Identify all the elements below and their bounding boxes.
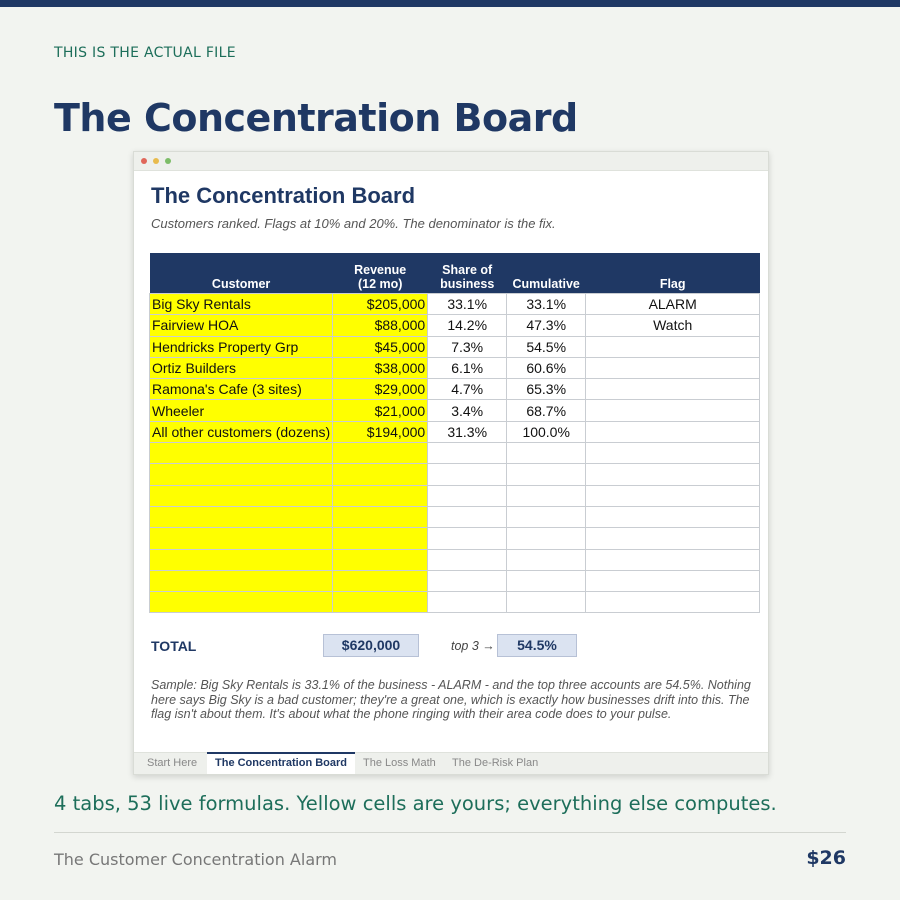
flag-cell: ALARM — [586, 294, 760, 315]
flag-cell — [586, 506, 760, 527]
customer-cell[interactable] — [150, 570, 333, 591]
table-row — [150, 592, 760, 613]
cumulative-cell: 47.3% — [507, 315, 586, 336]
revenue-cell[interactable] — [333, 506, 428, 527]
revenue-cell[interactable]: $45,000 — [333, 336, 428, 357]
share-cell — [428, 485, 507, 506]
revenue-cell[interactable] — [333, 485, 428, 506]
cumulative-cell — [507, 443, 586, 464]
flag-cell — [586, 336, 760, 357]
table-row — [150, 294, 760, 315]
table-row — [150, 315, 760, 336]
eyebrow-label: THIS IS THE ACTUAL FILE — [54, 45, 236, 61]
sheet-tab-bar — [134, 752, 768, 774]
customer-cell[interactable] — [150, 592, 333, 613]
share-cell: 4.7% — [428, 379, 507, 400]
customer-cell[interactable]: Ramona's Cafe (3 sites) — [150, 379, 333, 400]
table-row — [150, 528, 760, 549]
close-window-dot[interactable] — [141, 158, 147, 164]
flag-cell — [586, 443, 760, 464]
cumulative-cell — [507, 464, 586, 485]
flag-cell — [586, 570, 760, 591]
header-share: Share of business — [428, 253, 507, 294]
table-row — [150, 357, 760, 378]
flag-cell — [586, 592, 760, 613]
customer-cell[interactable]: All other customers (dozens) — [150, 421, 333, 442]
customer-cell[interactable] — [150, 506, 333, 527]
window-titlebar — [134, 152, 768, 171]
customer-cell[interactable] — [150, 443, 333, 464]
customer-cell[interactable]: Fairview HOA — [150, 315, 333, 336]
sheet-subtitle: Customers ranked. Flags at 10% and 20%. The denominator is the fix. — [151, 216, 556, 231]
tab-concentration-board[interactable]: The Concentration Board — [207, 752, 355, 774]
flag-cell — [586, 464, 760, 485]
revenue-cell[interactable]: $21,000 — [333, 400, 428, 421]
revenue-cell[interactable] — [333, 464, 428, 485]
customer-cell[interactable] — [150, 485, 333, 506]
cumulative-cell: 65.3% — [507, 379, 586, 400]
total-label: TOTAL — [151, 638, 197, 654]
feature-caption: 4 tabs, 53 live formulas. Yellow cells are yours; everything else computes. — [54, 792, 777, 815]
revenue-cell[interactable] — [333, 443, 428, 464]
cumulative-cell — [507, 570, 586, 591]
share-cell: 6.1% — [428, 357, 507, 378]
top3-label: top 3 → — [451, 639, 495, 653]
flag-cell — [586, 485, 760, 506]
cumulative-cell — [507, 528, 586, 549]
share-cell — [428, 464, 507, 485]
cumulative-cell — [507, 485, 586, 506]
share-cell — [428, 570, 507, 591]
top-accent-bar — [0, 0, 900, 7]
flag-cell — [586, 421, 760, 442]
flag-cell — [586, 528, 760, 549]
share-cell — [428, 506, 507, 527]
product-name: The Customer Concentration Alarm — [54, 850, 337, 869]
customer-cell[interactable]: Hendricks Property Grp — [150, 336, 333, 357]
revenue-cell[interactable]: $88,000 — [333, 315, 428, 336]
share-cell: 14.2% — [428, 315, 507, 336]
spreadsheet-window — [133, 151, 769, 775]
header-flag: Flag — [586, 253, 760, 294]
cumulative-cell: 54.5% — [507, 336, 586, 357]
share-cell: 31.3% — [428, 421, 507, 442]
table-row — [150, 570, 760, 591]
table-row — [150, 379, 760, 400]
price-label: $26 — [806, 847, 846, 869]
header-customer: Customer — [150, 253, 333, 294]
share-cell: 3.4% — [428, 400, 507, 421]
table-row — [150, 549, 760, 570]
table-row — [150, 336, 760, 357]
tab-de-risk-plan[interactable]: The De-Risk Plan — [452, 757, 539, 769]
flag-cell — [586, 400, 760, 421]
customer-cell[interactable] — [150, 464, 333, 485]
customer-cell[interactable]: Wheeler — [150, 400, 333, 421]
maximize-window-dot[interactable] — [165, 158, 171, 164]
revenue-cell[interactable]: $29,000 — [333, 379, 428, 400]
header-cumulative: Cumulative — [507, 253, 586, 294]
revenue-cell[interactable] — [333, 570, 428, 591]
cumulative-cell: 100.0% — [507, 421, 586, 442]
table-row — [150, 443, 760, 464]
customer-cell[interactable]: Ortiz Builders — [150, 357, 333, 378]
share-cell — [428, 443, 507, 464]
share-cell — [428, 528, 507, 549]
share-cell: 7.3% — [428, 336, 507, 357]
flag-cell — [586, 549, 760, 570]
cumulative-cell — [507, 549, 586, 570]
revenue-cell[interactable]: $194,000 — [333, 421, 428, 442]
table-row — [150, 464, 760, 485]
sheet-title: The Concentration Board — [151, 183, 416, 208]
customer-cell[interactable] — [150, 549, 333, 570]
flag-cell — [586, 357, 760, 378]
total-revenue-cell[interactable]: $620,000 — [323, 634, 419, 657]
cumulative-cell: 33.1% — [507, 294, 586, 315]
revenue-cell[interactable] — [333, 549, 428, 570]
cumulative-cell: 60.6% — [507, 357, 586, 378]
flag-cell — [586, 379, 760, 400]
flag-cell: Watch — [586, 315, 760, 336]
concentration-table — [149, 253, 760, 613]
minimize-window-dot[interactable] — [153, 158, 159, 164]
cumulative-cell: 68.7% — [507, 400, 586, 421]
sample-note: Sample: Big Sky Rentals is 33.1% of the business - ALARM - and the top three accounts are 54.5%. Nothing here says Big Sky is a bad customer; they're a great one, which is exactly how businesses drift into this. The flag isn't about them. It's about what the phone ringing with their area code does to your pulse. — [151, 678, 751, 721]
page-headline: The Concentration Board — [54, 96, 578, 140]
customer-cell[interactable]: Big Sky Rentals — [150, 294, 333, 315]
share-cell — [428, 549, 507, 570]
revenue-cell[interactable] — [333, 592, 428, 613]
table-row — [150, 506, 760, 527]
header-revenue: Revenue (12 mo) — [333, 253, 428, 294]
table-row — [150, 485, 760, 506]
table-row — [150, 421, 760, 442]
revenue-cell[interactable]: $205,000 — [333, 294, 428, 315]
cumulative-cell — [507, 506, 586, 527]
tab-start-here[interactable]: Start Here — [147, 757, 198, 769]
footer-divider — [54, 832, 846, 833]
top3-share-cell[interactable]: 54.5% — [497, 634, 577, 657]
table-row — [150, 400, 760, 421]
revenue-cell[interactable] — [333, 528, 428, 549]
share-cell — [428, 592, 507, 613]
revenue-cell[interactable]: $38,000 — [333, 357, 428, 378]
table-header-row — [150, 253, 760, 294]
cumulative-cell — [507, 592, 586, 613]
customer-cell[interactable] — [150, 528, 333, 549]
tab-loss-math[interactable]: The Loss Math — [363, 757, 436, 769]
share-cell: 33.1% — [428, 294, 507, 315]
